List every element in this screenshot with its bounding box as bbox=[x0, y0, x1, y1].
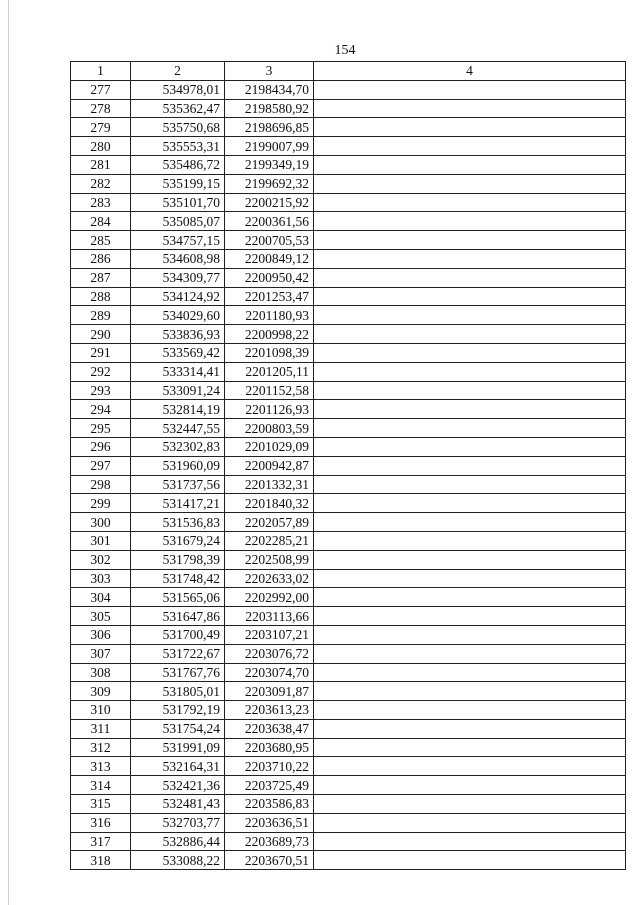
table-row bbox=[71, 306, 626, 325]
y-coordinate-cell: 2201205,11 bbox=[225, 362, 314, 381]
point-number-cell: 314 bbox=[71, 776, 131, 795]
point-number-cell: 288 bbox=[71, 287, 131, 306]
table-row bbox=[71, 287, 626, 306]
x-coordinate-cell: 531647,86 bbox=[131, 607, 225, 626]
point-number-cell: 299 bbox=[71, 494, 131, 513]
y-coordinate-cell: 2203091,87 bbox=[225, 682, 314, 701]
table-row bbox=[71, 663, 626, 682]
table-row bbox=[71, 362, 626, 381]
y-coordinate-cell: 2200803,59 bbox=[225, 419, 314, 438]
note-cell bbox=[314, 99, 626, 118]
point-number-cell: 279 bbox=[71, 118, 131, 137]
x-coordinate-cell: 535750,68 bbox=[131, 118, 225, 137]
x-coordinate-cell: 533091,24 bbox=[131, 381, 225, 400]
table-row bbox=[71, 719, 626, 738]
y-coordinate-cell: 2200849,12 bbox=[225, 249, 314, 268]
note-cell bbox=[314, 118, 626, 137]
point-number-cell: 293 bbox=[71, 381, 131, 400]
table-header-row bbox=[71, 62, 626, 81]
point-number-cell: 291 bbox=[71, 343, 131, 362]
x-coordinate-cell: 531792,19 bbox=[131, 701, 225, 720]
table-row bbox=[71, 231, 626, 250]
note-cell bbox=[314, 832, 626, 851]
table-row bbox=[71, 137, 626, 156]
table-row bbox=[71, 757, 626, 776]
x-coordinate-cell: 531700,49 bbox=[131, 625, 225, 644]
table-row bbox=[71, 701, 626, 720]
x-coordinate-cell: 532164,31 bbox=[131, 757, 225, 776]
note-cell bbox=[314, 362, 626, 381]
x-coordinate-cell: 531991,09 bbox=[131, 738, 225, 757]
table-row bbox=[71, 607, 626, 626]
y-coordinate-cell: 2198434,70 bbox=[225, 80, 314, 99]
table-row bbox=[71, 550, 626, 569]
note-cell bbox=[314, 682, 626, 701]
point-number-cell: 292 bbox=[71, 362, 131, 381]
note-cell bbox=[314, 663, 626, 682]
y-coordinate-cell: 2200998,22 bbox=[225, 325, 314, 344]
x-coordinate-cell: 531536,83 bbox=[131, 513, 225, 532]
table-row bbox=[71, 531, 626, 550]
point-number-cell: 310 bbox=[71, 701, 131, 720]
y-coordinate-cell: 2203076,72 bbox=[225, 644, 314, 663]
x-coordinate-cell: 531960,09 bbox=[131, 456, 225, 475]
column-header-2: 2 bbox=[131, 62, 225, 81]
table-row bbox=[71, 174, 626, 193]
x-coordinate-cell: 533314,41 bbox=[131, 362, 225, 381]
table-row bbox=[71, 268, 626, 287]
x-coordinate-cell: 531565,06 bbox=[131, 588, 225, 607]
x-coordinate-cell: 533088,22 bbox=[131, 851, 225, 870]
y-coordinate-cell: 2203670,51 bbox=[225, 851, 314, 870]
x-coordinate-cell: 531417,21 bbox=[131, 494, 225, 513]
x-coordinate-cell: 532447,55 bbox=[131, 419, 225, 438]
note-cell bbox=[314, 400, 626, 419]
point-number-cell: 301 bbox=[71, 531, 131, 550]
table-row bbox=[71, 99, 626, 118]
x-coordinate-cell: 532421,36 bbox=[131, 776, 225, 795]
note-cell bbox=[314, 738, 626, 757]
table-row bbox=[71, 513, 626, 532]
y-coordinate-cell: 2202992,00 bbox=[225, 588, 314, 607]
note-cell bbox=[314, 437, 626, 456]
table-row bbox=[71, 851, 626, 870]
x-coordinate-cell: 533569,42 bbox=[131, 343, 225, 362]
page-number: 154 bbox=[334, 43, 356, 58]
y-coordinate-cell: 2203689,73 bbox=[225, 832, 314, 851]
table-row bbox=[71, 437, 626, 456]
x-coordinate-cell: 534608,98 bbox=[131, 249, 225, 268]
note-cell bbox=[314, 795, 626, 814]
x-coordinate-cell: 531679,24 bbox=[131, 531, 225, 550]
y-coordinate-cell: 2200942,87 bbox=[225, 456, 314, 475]
table-row bbox=[71, 588, 626, 607]
point-number-cell: 306 bbox=[71, 625, 131, 644]
table-row bbox=[71, 325, 626, 344]
table-row bbox=[71, 832, 626, 851]
note-cell bbox=[314, 268, 626, 287]
note-cell bbox=[314, 588, 626, 607]
note-cell bbox=[314, 419, 626, 438]
y-coordinate-cell: 2198580,92 bbox=[225, 99, 314, 118]
y-coordinate-cell: 2203710,22 bbox=[225, 757, 314, 776]
point-number-cell: 303 bbox=[71, 569, 131, 588]
table-row bbox=[71, 494, 626, 513]
point-number-cell: 316 bbox=[71, 813, 131, 832]
column-header-3: 3 bbox=[225, 62, 314, 81]
point-number-cell: 286 bbox=[71, 249, 131, 268]
note-cell bbox=[314, 306, 626, 325]
note-cell bbox=[314, 249, 626, 268]
note-cell bbox=[314, 137, 626, 156]
y-coordinate-cell: 2199007,99 bbox=[225, 137, 314, 156]
x-coordinate-cell: 534124,92 bbox=[131, 287, 225, 306]
table-row bbox=[71, 419, 626, 438]
y-coordinate-cell: 2202285,21 bbox=[225, 531, 314, 550]
y-coordinate-cell: 2203725,49 bbox=[225, 776, 314, 795]
y-coordinate-cell: 2203636,51 bbox=[225, 813, 314, 832]
table-row bbox=[71, 644, 626, 663]
table-row bbox=[71, 682, 626, 701]
point-number-cell: 284 bbox=[71, 212, 131, 231]
x-coordinate-cell: 532703,77 bbox=[131, 813, 225, 832]
column-header-1: 1 bbox=[71, 62, 131, 81]
y-coordinate-cell: 2203107,21 bbox=[225, 625, 314, 644]
point-number-cell: 289 bbox=[71, 306, 131, 325]
point-number-cell: 307 bbox=[71, 644, 131, 663]
note-cell bbox=[314, 569, 626, 588]
table-row bbox=[71, 776, 626, 795]
table-row bbox=[71, 381, 626, 400]
table-row bbox=[71, 155, 626, 174]
x-coordinate-cell: 532814,19 bbox=[131, 400, 225, 419]
y-coordinate-cell: 2201029,09 bbox=[225, 437, 314, 456]
table-row bbox=[71, 625, 626, 644]
x-coordinate-cell: 534978,01 bbox=[131, 80, 225, 99]
table-row bbox=[71, 795, 626, 814]
note-cell bbox=[314, 607, 626, 626]
table-row bbox=[71, 193, 626, 212]
page-margin-line bbox=[8, 0, 9, 905]
x-coordinate-cell: 535101,70 bbox=[131, 193, 225, 212]
y-coordinate-cell: 2203613,23 bbox=[225, 701, 314, 720]
y-coordinate-cell: 2201152,58 bbox=[225, 381, 314, 400]
table-row bbox=[71, 212, 626, 231]
point-number-cell: 294 bbox=[71, 400, 131, 419]
table-body bbox=[71, 80, 626, 869]
x-coordinate-cell: 534029,60 bbox=[131, 306, 225, 325]
point-number-cell: 305 bbox=[71, 607, 131, 626]
point-number-cell: 277 bbox=[71, 80, 131, 99]
note-cell bbox=[314, 719, 626, 738]
table-row bbox=[71, 569, 626, 588]
x-coordinate-cell: 535553,31 bbox=[131, 137, 225, 156]
x-coordinate-cell: 531798,39 bbox=[131, 550, 225, 569]
point-number-cell: 309 bbox=[71, 682, 131, 701]
point-number-cell: 290 bbox=[71, 325, 131, 344]
x-coordinate-cell: 534309,77 bbox=[131, 268, 225, 287]
note-cell bbox=[314, 776, 626, 795]
column-header-4: 4 bbox=[314, 62, 626, 81]
point-number-cell: 285 bbox=[71, 231, 131, 250]
y-coordinate-cell: 2201126,93 bbox=[225, 400, 314, 419]
note-cell bbox=[314, 343, 626, 362]
x-coordinate-cell: 532302,83 bbox=[131, 437, 225, 456]
note-cell bbox=[314, 550, 626, 569]
y-coordinate-cell: 2202508,99 bbox=[225, 550, 314, 569]
note-cell bbox=[314, 155, 626, 174]
point-number-cell: 280 bbox=[71, 137, 131, 156]
y-coordinate-cell: 2201098,39 bbox=[225, 343, 314, 362]
point-number-cell: 300 bbox=[71, 513, 131, 532]
table-row bbox=[71, 118, 626, 137]
point-number-cell: 312 bbox=[71, 738, 131, 757]
point-number-cell: 298 bbox=[71, 475, 131, 494]
x-coordinate-cell: 531805,01 bbox=[131, 682, 225, 701]
table-row bbox=[71, 249, 626, 268]
x-coordinate-cell: 531767,76 bbox=[131, 663, 225, 682]
table-row bbox=[71, 813, 626, 832]
x-coordinate-cell: 531748,42 bbox=[131, 569, 225, 588]
x-coordinate-cell: 535199,15 bbox=[131, 174, 225, 193]
x-coordinate-cell: 535085,07 bbox=[131, 212, 225, 231]
point-number-cell: 296 bbox=[71, 437, 131, 456]
point-number-cell: 315 bbox=[71, 795, 131, 814]
x-coordinate-cell: 531754,24 bbox=[131, 719, 225, 738]
y-coordinate-cell: 2199692,32 bbox=[225, 174, 314, 193]
note-cell bbox=[314, 212, 626, 231]
note-cell bbox=[314, 174, 626, 193]
y-coordinate-cell: 2200705,53 bbox=[225, 231, 314, 250]
y-coordinate-cell: 2201253,47 bbox=[225, 287, 314, 306]
note-cell bbox=[314, 701, 626, 720]
coordinates-table bbox=[70, 61, 626, 870]
note-cell bbox=[314, 513, 626, 532]
x-coordinate-cell: 533836,93 bbox=[131, 325, 225, 344]
y-coordinate-cell: 2199349,19 bbox=[225, 155, 314, 174]
y-coordinate-cell: 2203074,70 bbox=[225, 663, 314, 682]
point-number-cell: 283 bbox=[71, 193, 131, 212]
y-coordinate-cell: 2198696,85 bbox=[225, 118, 314, 137]
x-coordinate-cell: 535362,47 bbox=[131, 99, 225, 118]
note-cell bbox=[314, 475, 626, 494]
note-cell bbox=[314, 851, 626, 870]
x-coordinate-cell: 532886,44 bbox=[131, 832, 225, 851]
table-row bbox=[71, 343, 626, 362]
note-cell bbox=[314, 625, 626, 644]
table-row bbox=[71, 475, 626, 494]
note-cell bbox=[314, 757, 626, 776]
point-number-cell: 313 bbox=[71, 757, 131, 776]
point-number-cell: 308 bbox=[71, 663, 131, 682]
note-cell bbox=[314, 531, 626, 550]
x-coordinate-cell: 531737,56 bbox=[131, 475, 225, 494]
point-number-cell: 318 bbox=[71, 851, 131, 870]
y-coordinate-cell: 2202057,89 bbox=[225, 513, 314, 532]
y-coordinate-cell: 2201840,32 bbox=[225, 494, 314, 513]
table-row bbox=[71, 738, 626, 757]
point-number-cell: 278 bbox=[71, 99, 131, 118]
note-cell bbox=[314, 231, 626, 250]
note-cell bbox=[314, 813, 626, 832]
y-coordinate-cell: 2202633,02 bbox=[225, 569, 314, 588]
point-number-cell: 281 bbox=[71, 155, 131, 174]
y-coordinate-cell: 2200361,56 bbox=[225, 212, 314, 231]
x-coordinate-cell: 535486,72 bbox=[131, 155, 225, 174]
note-cell bbox=[314, 644, 626, 663]
y-coordinate-cell: 2200215,92 bbox=[225, 193, 314, 212]
y-coordinate-cell: 2203638,47 bbox=[225, 719, 314, 738]
y-coordinate-cell: 2201180,93 bbox=[225, 306, 314, 325]
y-coordinate-cell: 2203680,95 bbox=[225, 738, 314, 757]
point-number-cell: 302 bbox=[71, 550, 131, 569]
x-coordinate-cell: 534757,15 bbox=[131, 231, 225, 250]
point-number-cell: 311 bbox=[71, 719, 131, 738]
note-cell bbox=[314, 456, 626, 475]
point-number-cell: 282 bbox=[71, 174, 131, 193]
table-row bbox=[71, 400, 626, 419]
y-coordinate-cell: 2201332,31 bbox=[225, 475, 314, 494]
note-cell bbox=[314, 325, 626, 344]
point-number-cell: 297 bbox=[71, 456, 131, 475]
table-row bbox=[71, 456, 626, 475]
x-coordinate-cell: 532481,43 bbox=[131, 795, 225, 814]
x-coordinate-cell: 531722,67 bbox=[131, 644, 225, 663]
note-cell bbox=[314, 381, 626, 400]
table-row bbox=[71, 80, 626, 99]
point-number-cell: 287 bbox=[71, 268, 131, 287]
point-number-cell: 295 bbox=[71, 419, 131, 438]
note-cell bbox=[314, 193, 626, 212]
y-coordinate-cell: 2203586,83 bbox=[225, 795, 314, 814]
y-coordinate-cell: 2203113,66 bbox=[225, 607, 314, 626]
note-cell bbox=[314, 80, 626, 99]
point-number-cell: 304 bbox=[71, 588, 131, 607]
note-cell bbox=[314, 494, 626, 513]
y-coordinate-cell: 2200950,42 bbox=[225, 268, 314, 287]
note-cell bbox=[314, 287, 626, 306]
point-number-cell: 317 bbox=[71, 832, 131, 851]
